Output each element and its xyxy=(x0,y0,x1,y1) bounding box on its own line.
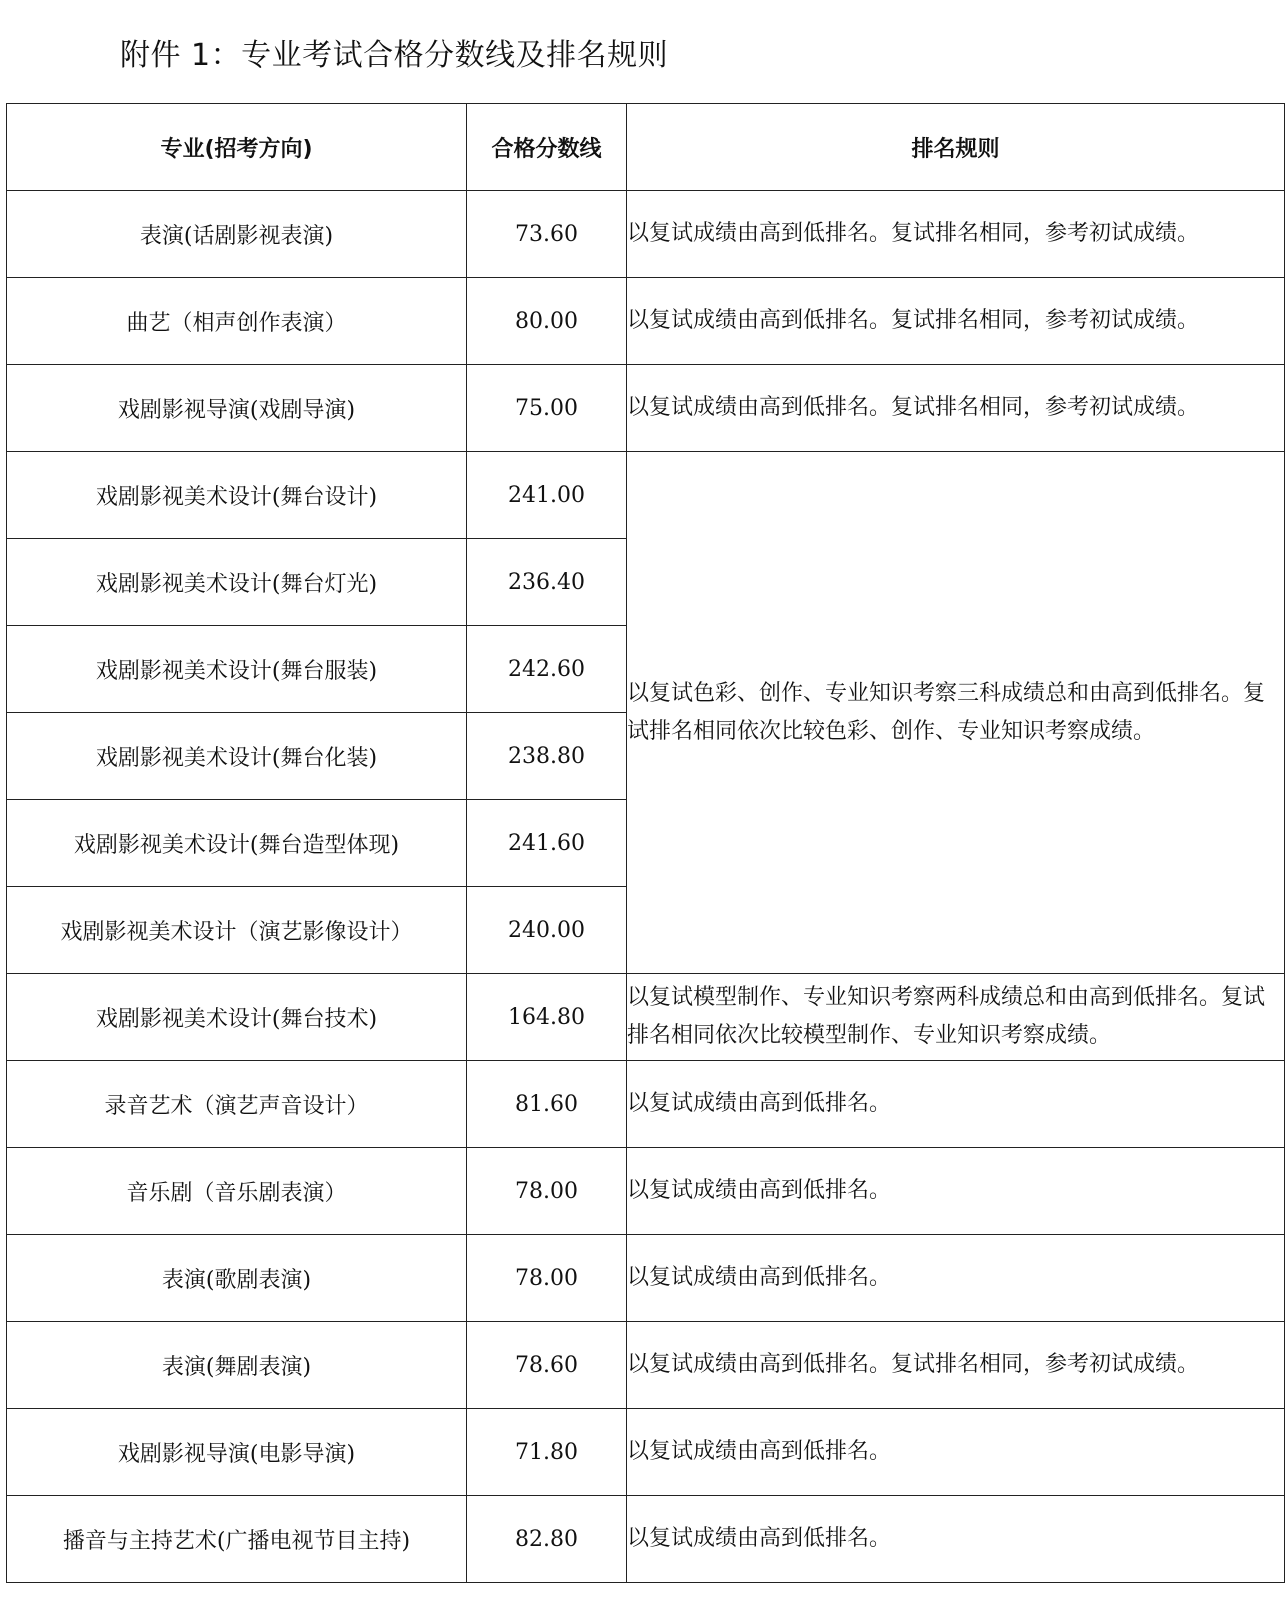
major-cell: 戏剧影视美术设计(舞台灯光) xyxy=(7,539,467,626)
score-cell: 240.00 xyxy=(467,887,627,974)
major-cell: 播音与主持艺术(广播电视节目主持) xyxy=(7,1496,467,1583)
major-cell: 戏剧影视美术设计(舞台服装) xyxy=(7,626,467,713)
table-row xyxy=(7,1409,1285,1496)
score-cell: 73.60 xyxy=(467,191,627,278)
rule-cell: 以复试成绩由高到低排名。 xyxy=(627,1235,1285,1322)
rule-cell: 以复试模型制作、专业知识考察两科成绩总和由高到低排名。复试排名相同依次比较模型制作、专业知识考察成绩。 xyxy=(627,974,1285,1061)
major-cell: 戏剧影视美术设计（演艺影像设计） xyxy=(7,887,467,974)
rule-cell-merged: 以复试色彩、创作、专业知识考察三科成绩总和由高到低排名。复试排名相同依次比较色彩、创作、专业知识考察成绩。 xyxy=(627,452,1285,974)
rule-cell: 以复试成绩由高到低排名。 xyxy=(627,1496,1285,1583)
table-row xyxy=(7,191,1285,278)
score-cell: 242.60 xyxy=(467,626,627,713)
score-table xyxy=(6,103,1285,1583)
score-cell: 75.00 xyxy=(467,365,627,452)
major-cell: 戏剧影视美术设计(舞台设计) xyxy=(7,452,467,539)
major-cell: 表演(歌剧表演) xyxy=(7,1235,467,1322)
rule-cell: 以复试成绩由高到低排名。 xyxy=(627,1148,1285,1235)
table-row xyxy=(7,452,1285,539)
table-row xyxy=(7,365,1285,452)
header-score: 合格分数线 xyxy=(467,104,627,191)
rule-cell: 以复试成绩由高到低排名。复试排名相同，参考初试成绩。 xyxy=(627,1322,1285,1409)
table-row xyxy=(7,1061,1285,1148)
header-major: 专业(招考方向) xyxy=(7,104,467,191)
rule-cell: 以复试成绩由高到低排名。复试排名相同，参考初试成绩。 xyxy=(627,278,1285,365)
score-cell: 164.80 xyxy=(467,974,627,1061)
rule-cell: 以复试成绩由高到低排名。复试排名相同，参考初试成绩。 xyxy=(627,365,1285,452)
major-cell: 戏剧影视导演(戏剧导演) xyxy=(7,365,467,452)
rule-cell: 以复试成绩由高到低排名。复试排名相同，参考初试成绩。 xyxy=(627,191,1285,278)
score-cell: 238.80 xyxy=(467,713,627,800)
major-cell: 戏剧影视导演(电影导演) xyxy=(7,1409,467,1496)
score-cell: 241.00 xyxy=(467,452,627,539)
table-row xyxy=(7,974,1285,1061)
table-row xyxy=(7,1148,1285,1235)
major-cell: 表演(舞剧表演) xyxy=(7,1322,467,1409)
major-cell: 戏剧影视美术设计(舞台化装) xyxy=(7,713,467,800)
score-cell: 71.80 xyxy=(467,1409,627,1496)
table-row xyxy=(7,1322,1285,1409)
major-cell: 表演(话剧影视表演) xyxy=(7,191,467,278)
document-title: 附件 1：专业考试合格分数线及排名规则 xyxy=(120,38,669,73)
major-cell: 戏剧影视美术设计(舞台技术) xyxy=(7,974,467,1061)
score-cell: 236.40 xyxy=(467,539,627,626)
rule-cell: 以复试成绩由高到低排名。 xyxy=(627,1061,1285,1148)
table-header-row xyxy=(7,104,1285,191)
score-cell: 78.00 xyxy=(467,1235,627,1322)
score-cell: 78.00 xyxy=(467,1148,627,1235)
score-cell: 241.60 xyxy=(467,800,627,887)
table-row xyxy=(7,278,1285,365)
score-cell: 81.60 xyxy=(467,1061,627,1148)
major-cell: 音乐剧（音乐剧表演） xyxy=(7,1148,467,1235)
header-rule: 排名规则 xyxy=(627,104,1285,191)
score-cell: 78.60 xyxy=(467,1322,627,1409)
table-row xyxy=(7,1235,1285,1322)
score-cell: 82.80 xyxy=(467,1496,627,1583)
major-cell: 曲艺（相声创作表演） xyxy=(7,278,467,365)
score-cell: 80.00 xyxy=(467,278,627,365)
rule-cell: 以复试成绩由高到低排名。 xyxy=(627,1409,1285,1496)
major-cell: 戏剧影视美术设计(舞台造型体现) xyxy=(7,800,467,887)
table-row xyxy=(7,1496,1285,1583)
major-cell: 录音艺术（演艺声音设计） xyxy=(7,1061,467,1148)
